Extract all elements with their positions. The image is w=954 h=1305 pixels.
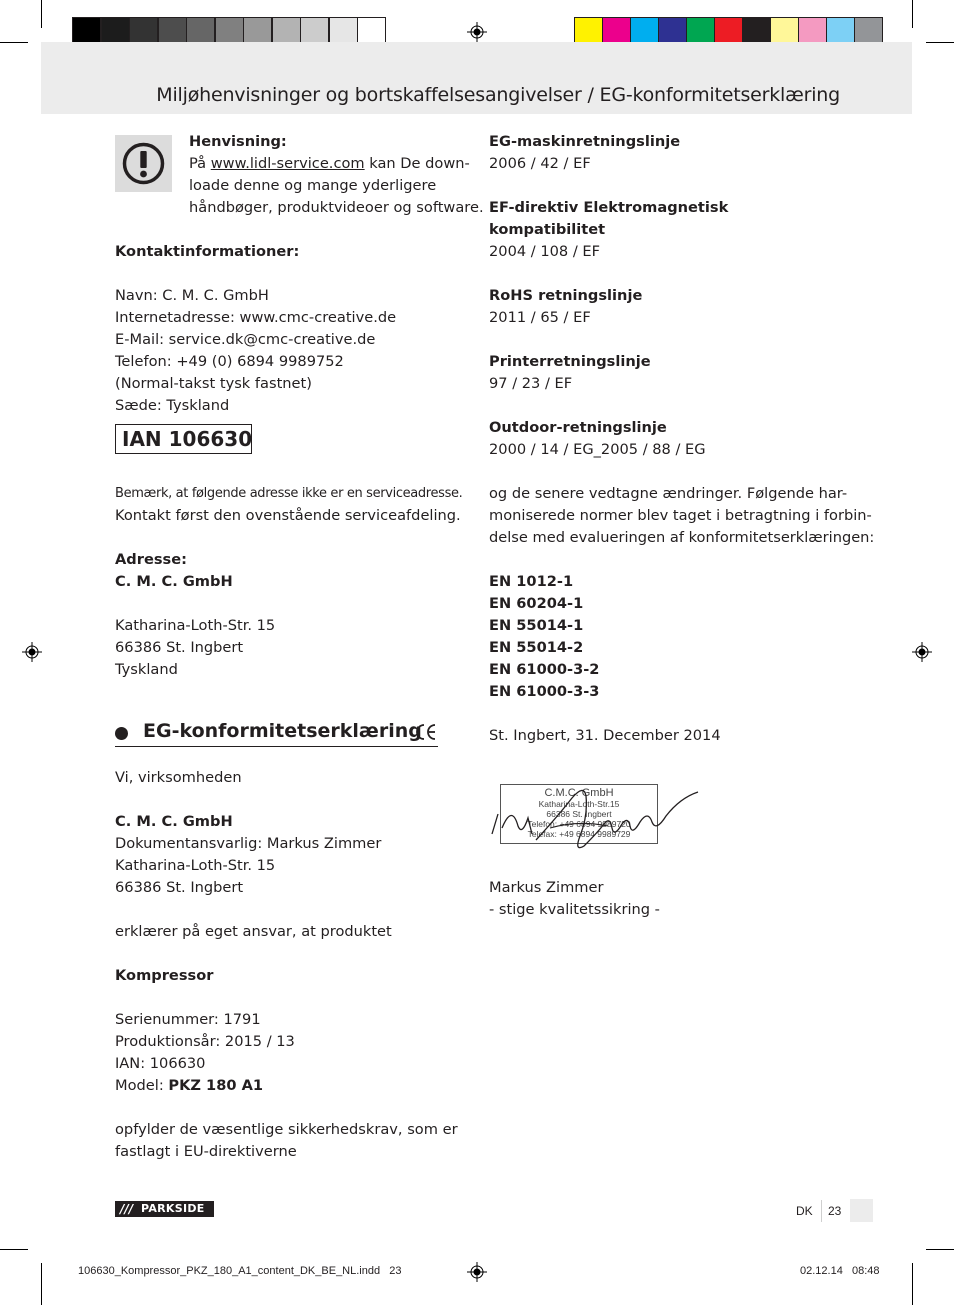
stamp-line: Katharina-Loth-Str.15 (538, 799, 620, 809)
conformity-company-line: Dokumentansvarlig: Markus Zimmer (115, 835, 382, 852)
crop-mark (41, 1263, 42, 1305)
ian-box (115, 424, 252, 454)
product-detail: IAN: 106630 (115, 1055, 206, 1072)
standard-item: EN 60204-1 (489, 595, 584, 612)
file-info: 106630_Kompressor_PKZ_180_A1_content_DK_BE_NL.indd 23 (78, 1265, 402, 1277)
conformity-company-line: 66386 St. Ingbert (115, 879, 244, 896)
product-model: Model: PKZ 180 A1 (115, 1077, 264, 1094)
signer-name: Markus Zimmer (489, 879, 604, 896)
contact-heading: Kontaktinformationer: (115, 243, 300, 260)
left-column-lower (115, 483, 470, 681)
logo-stripes-icon: /// (120, 1202, 134, 1216)
signer-role: - stige kvalitetssikring - (489, 901, 660, 918)
crop-mark (912, 0, 913, 28)
directive-value: 2000 / 14 / EG_2005 / 88 / EG (489, 441, 706, 458)
page-title: Miljøhenvisninger og bortskaffelsesangivelser / EG-konformitetserklæring (156, 84, 840, 106)
amendments-text: og de senere vedtagne ændringer. Følgende har- (489, 485, 848, 502)
directive-value: 97 / 23 / EF (489, 375, 573, 392)
conformity-company: C. M. C. GmbH (115, 813, 233, 830)
standard-item: EN 61000-3-3 (489, 683, 600, 700)
directive-value: 2004 / 108 / EF (489, 243, 600, 260)
signer-block (489, 877, 789, 921)
parkside-logo (115, 1201, 214, 1217)
directive-value: 2006 / 42 / EF (489, 155, 591, 172)
registration-mark-icon (467, 1262, 487, 1282)
crop-mark (926, 1249, 954, 1250)
stamp-company: C.M.C. GmbH (544, 787, 614, 799)
standard-item: EN 1012-1 (489, 573, 574, 590)
conformity-intro: Vi, virksomheden (115, 769, 242, 786)
crop-mark (926, 42, 954, 43)
crop-mark (912, 1263, 913, 1305)
contact-line: E-Mail: service.dk@cmc-creative.de (115, 331, 376, 348)
amendments-text: moniserede normer blev taget i betragtning i forbin- (489, 507, 872, 524)
left-column (115, 131, 484, 417)
address-line: Tyskland (115, 661, 178, 678)
conformity-declares: erklærer på eget ansvar, at produktet (115, 923, 392, 940)
notice-line: På www.lidl-service.com kan De down- (189, 155, 470, 172)
directive-value: 2011 / 65 / EF (489, 309, 591, 326)
service-note: Bemærk, at følgende adresse ikke er en serviceadresse. (115, 486, 463, 501)
ce-mark-icon (414, 722, 438, 746)
crop-mark (41, 0, 42, 28)
directive-name: RoHS retningslinje (489, 287, 643, 304)
place-date: St. Ingbert, 31. December 2014 (489, 727, 721, 744)
conformity-company-line: Katharina-Loth-Str. 15 (115, 857, 276, 874)
page-tab (850, 1199, 873, 1222)
model-value: PKZ 180 A1 (168, 1077, 264, 1094)
conformity-underline (115, 746, 438, 747)
product-name: Kompressor (115, 967, 214, 984)
directive-name: Printerretningslinje (489, 353, 651, 370)
stamp-line: 66386 St. Ingbert (546, 809, 612, 819)
conformity-body (115, 767, 470, 1163)
footer-language: DK (796, 1204, 813, 1218)
contact-line: Navn: C. M. C. GmbH (115, 287, 269, 304)
address-line: 66386 St. Ingbert (115, 639, 244, 656)
page-number: 23 (828, 1204, 842, 1218)
crop-mark (0, 42, 28, 43)
registration-mark-icon (22, 642, 42, 662)
address-line: Katharina-Loth-Str. 15 (115, 617, 276, 634)
notice-line: loade denne og mange yderligere (189, 177, 437, 194)
product-detail: Produktionsår: 2015 / 13 (115, 1033, 295, 1050)
conformity-heading: EG-konformitetserklæring (143, 720, 422, 742)
amendments-text: delse med evalueringen af konformitetserklæringen: (489, 529, 875, 546)
registration-mark-icon (467, 22, 487, 42)
crop-mark (0, 1249, 28, 1250)
contact-line: Sæde: Tyskland (115, 397, 230, 414)
contact-line: (Normal-takst tysk fastnet) (115, 375, 312, 392)
contact-line: Internetadresse: www.cmc-creative.de (115, 309, 397, 326)
address-heading: Adresse: (115, 551, 187, 568)
notice-line: håndbøger, produktvideoer og software. (189, 199, 484, 216)
directive-name: kompatibilitet (489, 221, 606, 238)
service-note: Kontakt først den ovenstående serviceafdeling. (115, 507, 461, 524)
directive-name: EF-direktiv Elektromagnetisk (489, 199, 729, 216)
stamp-line: Telefax: +49 6894 9989729 (527, 829, 631, 839)
notice-heading: Henvisning: (189, 133, 287, 150)
notice-block (189, 131, 484, 219)
address-company: C. M. C. GmbH (115, 573, 233, 590)
lidl-service-link[interactable]: www.lidl-service.com (210, 155, 365, 172)
print-date: 02.12.14 08:48 (800, 1265, 880, 1277)
standard-item: EN 55014-2 (489, 639, 584, 656)
right-column (489, 131, 875, 747)
conformity-closing: opfylder de væsentlige sikkerhedskrav, som er (115, 1121, 458, 1138)
ian-number: IAN 106630 (122, 427, 253, 451)
standard-item: EN 55014-1 (489, 617, 584, 634)
footer-divider (821, 1200, 822, 1222)
directive-name: EG-maskinretningslinje (489, 133, 681, 150)
product-detail: Serienummer: 1791 (115, 1011, 261, 1028)
directive-name: Outdoor-retningslinje (489, 419, 667, 436)
bullet-icon (115, 727, 128, 740)
stamp-line: Telefon: +49 6894 9989720 (527, 819, 631, 829)
registration-mark-icon (912, 642, 932, 662)
conformity-closing: fastlagt i EU-direktiverne (115, 1143, 297, 1160)
signature (488, 776, 703, 870)
standard-item: EN 61000-3-2 (489, 661, 600, 678)
brand-name: PARKSIDE (141, 1202, 205, 1215)
contact-line: Telefon: +49 (0) 6894 9989752 (115, 353, 344, 370)
